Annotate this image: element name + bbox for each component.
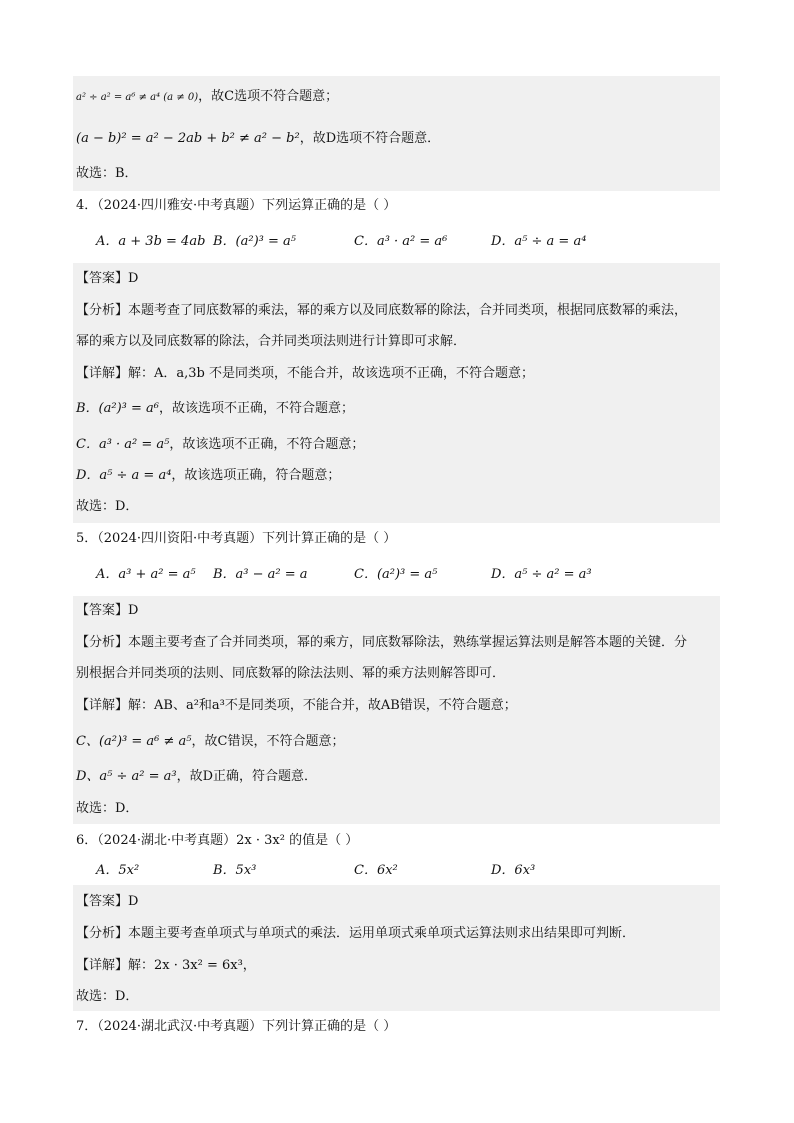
q4-conclusion: 故选：D． [76,499,139,514]
q4-detail-d: D．a⁵ ÷ a = a⁴，故该选项正确，符合题意； [76,468,341,483]
q6-conclusion: 故选：D． [76,989,139,1004]
q6-option-c: C．6x² [354,863,398,878]
q4-option-c: C．a³ · a² = a⁶ [354,234,448,249]
q4-analysis-1: 【分析】本题考查了同底数幂的乘法，幂的乘方以及同底数幂的除法，合并同类项，根据同底数幂的乘法， [76,303,688,318]
q7-stem: 7．（2024·湖北武汉·中考真题）下列计算正确的是（ ） [76,1019,397,1034]
q4-stem: 4．（2024·四川雅安·中考真题）下列运算正确的是（ ） [76,198,397,213]
q5-detail-ab: 【详解】解：AB、a²和a³不是同类项，不能合并，故AB错误，不符合题意； [76,698,517,713]
q5-option-c: C．(a²)³ = a⁵ [354,567,438,582]
q6-answer: 【答案】D [76,894,139,909]
q6-option-b: B．5x³ [213,863,257,878]
q5-detail-d: D、a⁵ ÷ a² = a³，故D正确，符合题意． [76,769,318,784]
q5-option-d: D．a⁵ ÷ a² = a³ [491,567,592,582]
q3-line-d: (a − b)² = a² − 2ab + b² ≠ a² − b²，故D选项不符合题意． [76,131,441,146]
q6-option-a: A．5x² [96,863,140,878]
solution-block-q6 [73,885,720,1011]
q5-option-a: A．a³ + a² = a⁵ [96,567,196,582]
q4-answer: 【答案】D [76,271,139,286]
q3-conclusion: 故选：B． [76,166,138,181]
q5-option-b: B．a³ − a² = a [213,567,308,582]
q4-option-d: D．a⁵ ÷ a = a⁴ [491,234,587,249]
q4-option-b: B．(a²)³ = a⁵ [213,234,296,249]
q4-detail-b: B．(a²)³ = a⁶，故该选项不正确，不符合题意； [76,401,355,416]
q4-detail-a: 【详解】解：A．a,3b 不是同类项，不能合并，故该选项不正确，不符合题意； [76,366,534,381]
q6-analysis: 【分析】本题主要考查单项式与单项式的乘法．运用单项式乘单项式运算法则求出结果即可判断． [76,926,636,941]
q5-conclusion: 故选：D． [76,801,139,816]
q5-detail-c: C、(a²)³ = a⁶ ≠ a⁵，故C错误，不符合题意； [76,734,345,749]
q4-detail-c: C．a³ · a² = a⁵，故该选项不正确，不符合题意； [76,437,365,452]
q4-analysis-2: 幂的乘方以及同底数幂的除法，合并同类项法则进行计算即可求解． [76,334,467,349]
q5-analysis-1: 【分析】本题主要考查了合并同类项，幂的乘方，同底数幂除法，熟练掌握运算法则是解答本题的关键．分 [76,635,688,650]
q5-analysis-2: 别根据合并同类项的法则、同底数幂的除法法则、幂的乘方法则解答即可． [76,666,506,681]
q6-detail: 【详解】解：2x · 3x² = 6x³， [76,958,256,973]
q3-line-c: a² ÷ a² = a⁶ ≠ a⁴ (a ≠ 0)，故C选项不符合题意； [76,89,339,104]
q4-option-a: A．a + 3b = 4ab [96,234,206,249]
q6-option-d: D．6x³ [491,863,536,878]
q5-stem: 5．（2024·四川资阳·中考真题）下列计算正确的是（ ） [76,531,397,546]
q6-stem: 6．（2024·湖北·中考真题）2x · 3x² 的值是（ ） [76,833,359,848]
q5-answer: 【答案】D [76,603,139,618]
